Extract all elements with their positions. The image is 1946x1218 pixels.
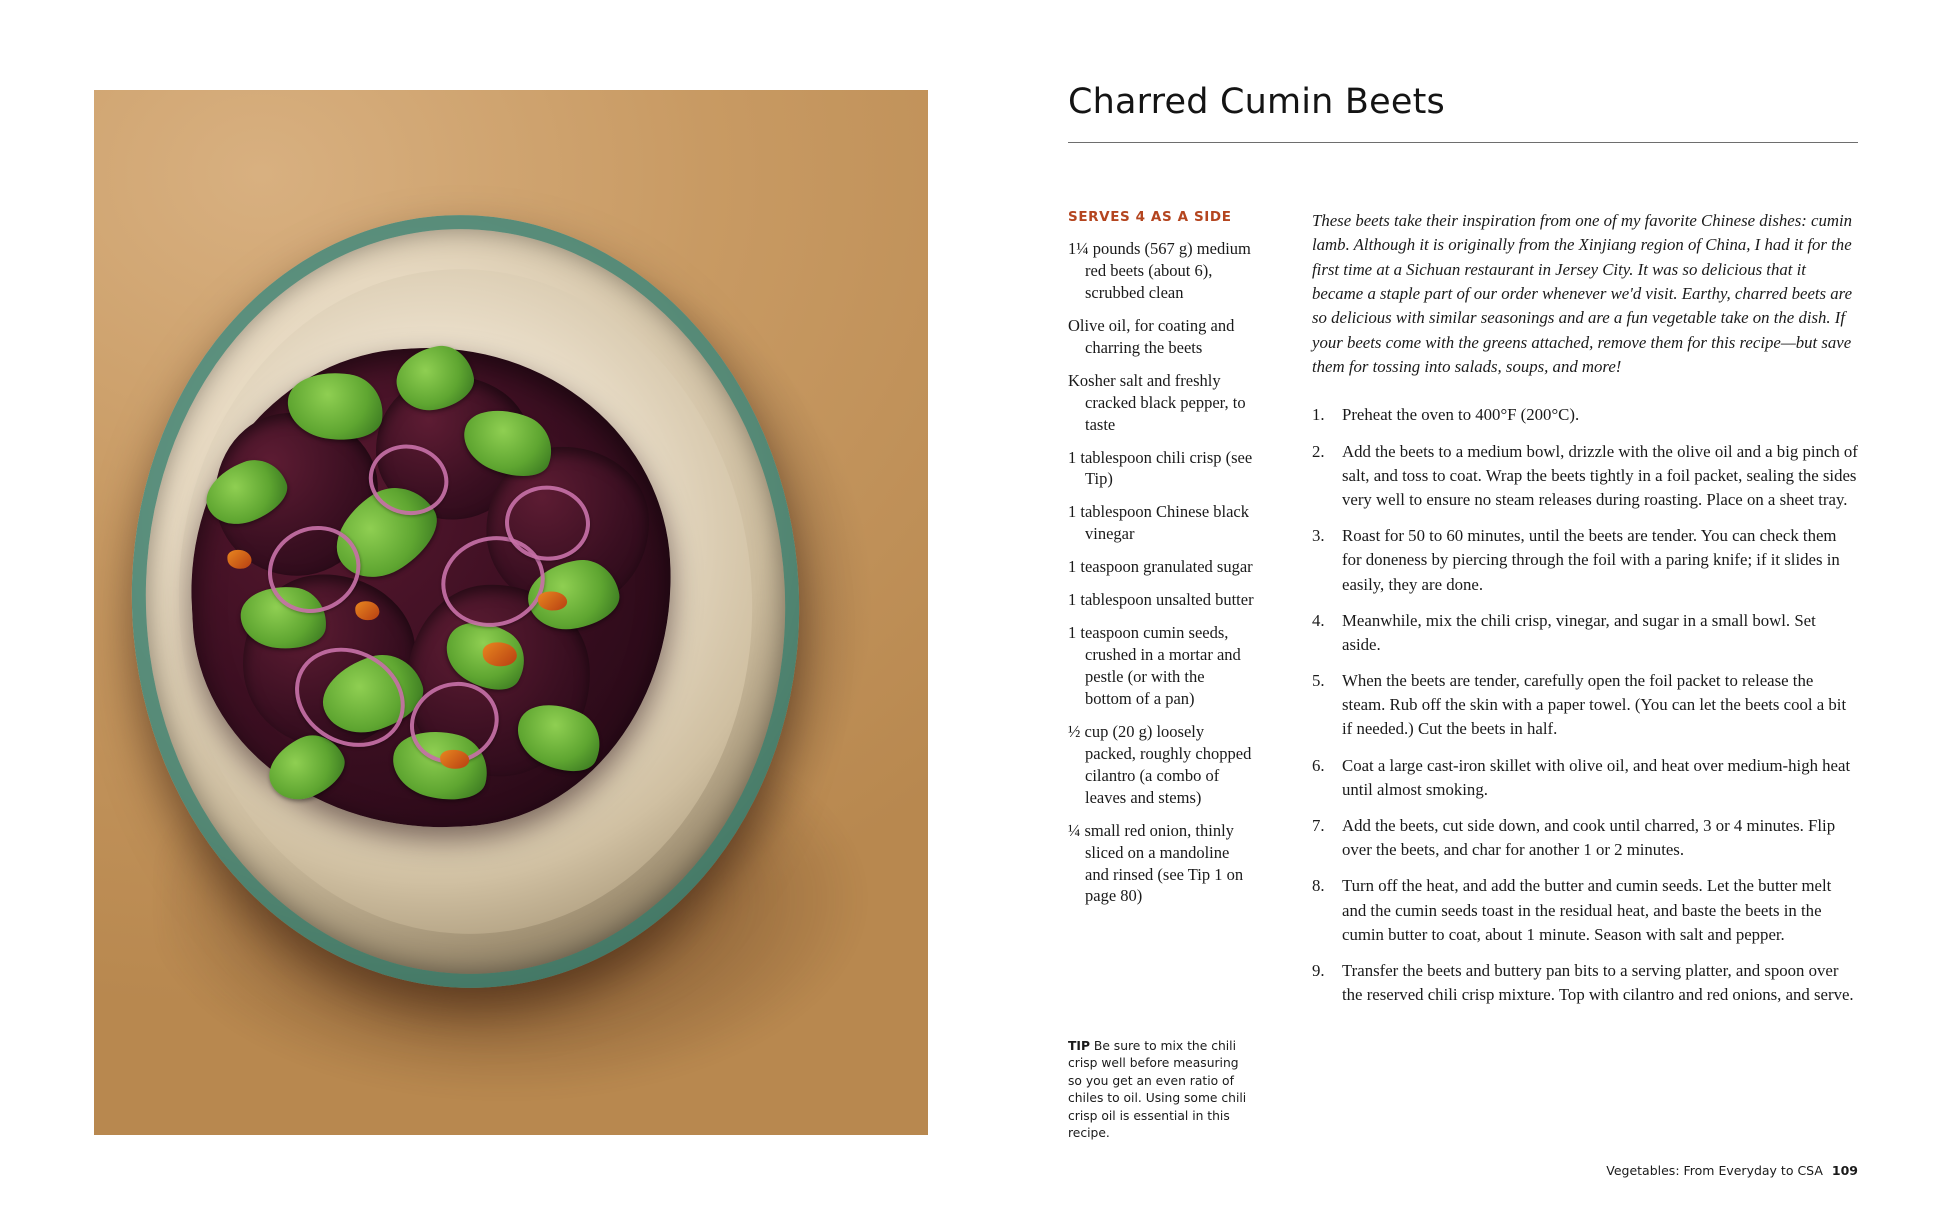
ingredient-item: 1¼ pounds (567 g) medium red beets (about 6), scrubbed clean — [1068, 239, 1251, 302]
tip-label: TIP — [1068, 1039, 1090, 1053]
ingredients-list — [1068, 238, 1254, 907]
steps-list — [1312, 403, 1858, 1007]
footer-chapter: Vegetables: From Everyday to CSA — [1606, 1163, 1823, 1178]
ingredient-item: ¼ small red onion, thinly sliced on a mandoline and rinsed (see Tip 1 on page 80) — [1068, 820, 1244, 906]
ingredient-item: 1 tablespoon chili crisp (see Tip) — [1068, 447, 1253, 489]
ingredient-item: ½ cup (20 g) loosely packed, roughly chopped cilantro (a combo of leaves and stems) — [1068, 721, 1252, 807]
ingredient-item: Kosher salt and freshly cracked black pepper, to taste — [1068, 370, 1246, 434]
step-item: Preheat the oven to 400°F (200°C). — [1342, 405, 1580, 425]
recipe-headnote: These beets take their inspiration from one of my favorite Chinese dishes: cumin lamb. Although it is originally from the Xinjiang region of China, I had it for the first time at a Sichuan restaurant in Jersey City. It was so delicious that it became a staple part of our order whenever we'd visit. Earthy, charred beets are so delicious with similar seasonings and are a fun vegetable take on the dish. If your beets come with the greens attached, remove them for this recipe—but save them for tossing into salads, soups, and more! — [1312, 211, 1853, 377]
step-item: Transfer the beets and buttery pan bits to a serving platter, and spoon over the reserved chili crisp mixture. Top with cilantro and red onions, and serve. — [1342, 960, 1854, 1005]
recipe-photo — [94, 90, 928, 1135]
ingredient-item: 1 teaspoon granulated sugar — [1068, 557, 1253, 577]
instructions-column — [1312, 209, 1858, 1019]
ingredients-column — [1068, 209, 1254, 918]
serves-label: SERVES 4 AS A SIDE — [1068, 209, 1232, 225]
recipe-body — [1068, 82, 1858, 1019]
step-item: When the beets are tender, carefully open the foil packet to release the steam. Rub off the skin with a paper towel. (You can let the beets cool a bit if needed.) Cut the beets in half. — [1342, 671, 1847, 739]
tip-text: Be sure to mix the chili crisp well before measuring so you get an even ratio of chiles to oil. Using some chili crisp oil is essential in this recipe. — [1068, 1039, 1247, 1141]
ingredient-item: 1 tablespoon unsalted butter — [1068, 590, 1254, 610]
tip-note — [1068, 1038, 1254, 1143]
step-item: Roast for 50 to 60 minutes, until the beets are tender. You can check them for doneness by piercing through the foil with a paring knife; if it slides in easily, they are done. — [1342, 526, 1840, 594]
step-item: Turn off the heat, and add the butter and cumin seeds. Let the butter melt and the cumin seeds toast in the residual heat, and baste the beets in the cumin butter to coat, about 1 minute. Season with salt and pepper. — [1342, 876, 1832, 944]
page-footer — [1606, 1163, 1858, 1178]
step-item: Add the beets to a medium bowl, drizzle with the olive oil and a big pinch of salt, and toss to coat. Wrap the beets tightly in a foil packet, sealing the sides very well to ensure no steam releases during roasting. Place on a sheet tray. — [1342, 441, 1858, 509]
step-item: Add the beets, cut side down, and cook until charred, 3 or 4 minutes. Flip over the beets, and char for another 1 or 2 minutes. — [1342, 816, 1836, 860]
chili-crisp-flake — [227, 550, 252, 570]
step-item: Meanwhile, mix the chili crisp, vinegar, and sugar in a small bowl. Set aside. — [1342, 610, 1816, 654]
ingredient-item: Olive oil, for coating and charring the beets — [1068, 315, 1235, 357]
title-divider — [1068, 142, 1858, 143]
page-number: 109 — [1831, 1163, 1858, 1178]
ingredient-item: 1 tablespoon Chinese black vinegar — [1068, 502, 1250, 544]
page-title: Charred Cumin Beets — [1068, 82, 1445, 122]
step-item: Coat a large cast-iron skillet with olive oil, and heat over medium-high heat until almost smoking. — [1342, 755, 1851, 799]
recipe-columns — [1068, 209, 1858, 1019]
ingredient-item: 1 teaspoon cumin seeds, crushed in a mortar and pestle (or with the bottom of a pan) — [1068, 623, 1241, 708]
